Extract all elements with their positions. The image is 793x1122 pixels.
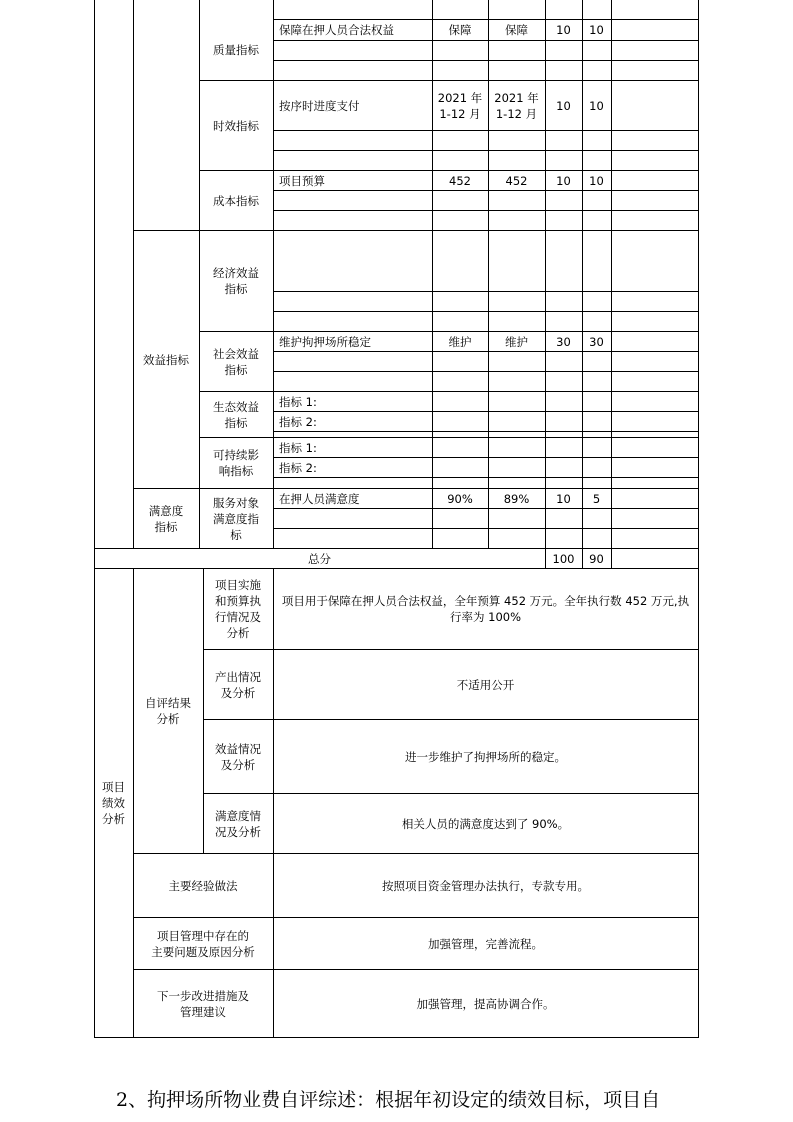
row-line (273, 477, 699, 478)
total-label: 总分 (308, 551, 331, 566)
improvement-label: 下一步改进措施及 管理建议 (157, 988, 249, 1019)
cost-weight: 10 (556, 173, 571, 188)
ecological-item-1: 指标 1: (279, 394, 317, 409)
row-line (273, 291, 699, 292)
timeliness-score: 10 (589, 98, 604, 113)
self-eval-label: 自评结果 分析 (145, 696, 191, 726)
ecological-label: 生态效益 指标 (213, 399, 259, 430)
cost-target: 452 (449, 173, 471, 188)
row-line (273, 508, 699, 509)
satisfaction-sub-label: 服务对象 满意度指 标 (213, 495, 259, 542)
cost-label: 成本指标 (213, 193, 259, 208)
row-line (273, 130, 699, 131)
satisfaction-label: 满意度 指标 (148, 503, 184, 534)
quality-indicator: 保障在押人员合法权益 (279, 23, 394, 37)
timeliness-actual: 2021 年 1-12 月 (494, 90, 539, 121)
satisfaction-target: 90% (447, 491, 473, 506)
satisfaction-analysis-content: 相关人员的满意度达到了 90%。 (401, 816, 570, 831)
timeliness-target: 2021 年 1-12 月 (437, 90, 483, 121)
cost-actual: 452 (505, 173, 528, 188)
total-score: 90 (589, 551, 604, 566)
problems-content: 加强管理，完善流程。 (428, 936, 543, 951)
row-line (273, 351, 699, 352)
row-line (273, 150, 699, 151)
effect-analysis-content: 进一步维护了拘押场所的稳定。 (405, 749, 566, 764)
quality-weight: 10 (556, 23, 571, 37)
row-line (273, 60, 699, 61)
row-line (273, 210, 699, 211)
improvement-content: 加强管理，提高协调合作。 (416, 996, 555, 1011)
social-score: 30 (589, 334, 604, 349)
row-line (273, 431, 699, 432)
cost-score: 10 (589, 173, 604, 188)
effect-label: 效益指标 (143, 352, 189, 367)
sustainable-item-1: 指标 1: (279, 440, 317, 455)
experience-content: 按照项目资金管理办法执行，专款专用。 (382, 878, 589, 893)
row-line (94, 1037, 699, 1038)
row-line (273, 40, 699, 41)
social-actual: 维护 (505, 334, 528, 349)
analysis-label: 项目 绩效 分析 (102, 780, 125, 826)
budget-analysis-label: 项目实施 和预算执 行情况及 分析 (215, 578, 261, 640)
quality-actual: 保障 (505, 23, 528, 37)
output-analysis-content: 不适用公开 (456, 677, 515, 692)
satisfaction-actual: 89% (503, 491, 530, 506)
social-label: 社会效益 指标 (213, 346, 259, 377)
cost-indicator: 项目预算 (279, 173, 325, 188)
output-analysis-label: 产出情况 及分析 (215, 669, 261, 700)
timeliness-indicator: 按序时进度支付 (279, 98, 360, 113)
row-line (273, 190, 699, 191)
satisfaction-indicator: 在押人员满意度 (279, 491, 360, 506)
problems-label: 项目管理中存在的 主要问题及原因分析 (151, 928, 255, 959)
social-target: 维护 (448, 334, 472, 349)
row-line (273, 528, 699, 529)
budget-analysis-content: 项目用于保障在押人员合法权益，全年预算 452 万元。全年执行数 452 万元,执 行率为 100% (281, 594, 690, 624)
col-line (698, 0, 699, 1038)
total-weight: 100 (552, 551, 575, 566)
summary-paragraph: 2、拘押场所物业费自评综述：根据年初设定的绩效目标，项目自 (116, 1089, 661, 1111)
col-line (611, 0, 612, 568)
row-line (273, 311, 699, 312)
effect-analysis-label: 效益情况 及分析 (215, 741, 261, 772)
row-line (273, 371, 699, 372)
ecological-item-2: 指标 2: (279, 414, 317, 429)
sustainable-label: 可持续影 响指标 (213, 448, 259, 478)
quality-score: 10 (589, 23, 604, 37)
satisfaction-analysis-label: 满意度情 况及分析 (215, 808, 261, 839)
timeliness-weight: 10 (556, 98, 571, 113)
experience-label: 主要经验做法 (168, 878, 238, 893)
timeliness-label: 时效指标 (213, 118, 259, 133)
social-weight: 30 (556, 334, 571, 349)
social-indicator: 维护拘押场所稳定 (279, 334, 371, 349)
economic-label: 经济效益 指标 (213, 266, 259, 296)
sustainable-item-2: 指标 2: (279, 460, 317, 475)
quality-target: 保障 (448, 23, 472, 37)
satisfaction-score: 5 (592, 491, 601, 506)
satisfaction-weight: 10 (556, 491, 571, 506)
quality-label: 质量指标 (213, 43, 259, 57)
